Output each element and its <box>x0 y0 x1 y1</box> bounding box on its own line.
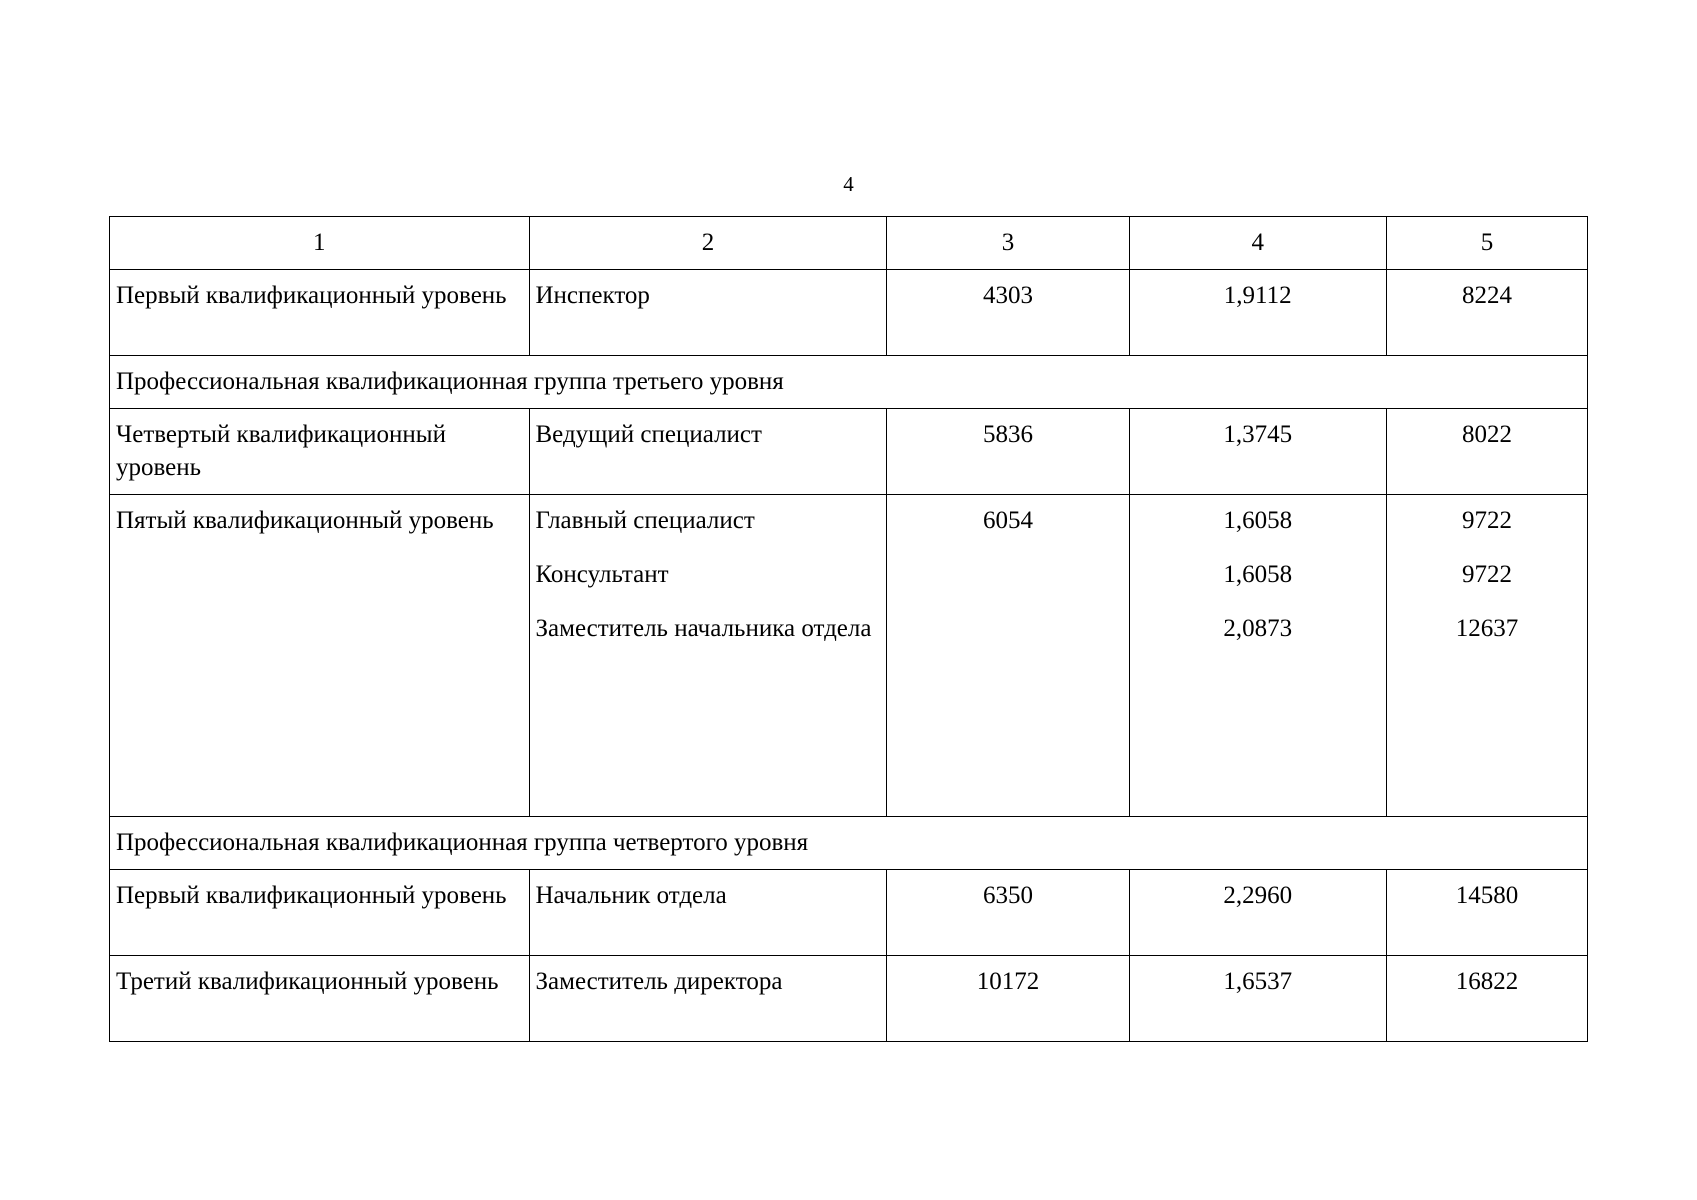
position-name: Заместитель начальника отдела <box>535 615 872 642</box>
column-number-3: 3 <box>887 217 1129 270</box>
coefficient: 1,6058 <box>1223 561 1293 588</box>
total-salary: 16822 <box>1386 956 1587 1042</box>
column-number-1: 1 <box>110 217 530 270</box>
coefficient: 1,6058 <box>1223 507 1293 534</box>
qualification-level: Первый квалификационный уровень <box>110 270 530 356</box>
base-salary: 5836 <box>887 409 1129 495</box>
total-salary: 8022 <box>1386 409 1587 495</box>
total-salary: 9722 <box>1461 507 1512 534</box>
page-number: 4 <box>843 172 854 196</box>
table-row <box>110 956 1588 1042</box>
position-name: Ведущий специалист <box>529 409 887 495</box>
total-salary: 12637 <box>1455 615 1519 642</box>
table-row <box>110 270 1588 356</box>
total-salary-list <box>1386 495 1587 817</box>
table-row <box>110 409 1588 495</box>
coefficient: 2,2960 <box>1129 870 1386 956</box>
column-number-4: 4 <box>1129 217 1386 270</box>
group-heading-row <box>110 817 1588 870</box>
base-salary: 6350 <box>887 870 1129 956</box>
column-number-2: 2 <box>529 217 887 270</box>
base-salary: 4303 <box>887 270 1129 356</box>
qualification-level: Пятый квалификационный уровень <box>110 495 530 817</box>
table-header-row <box>110 217 1588 270</box>
coefficient: 2,0873 <box>1223 615 1293 642</box>
table-row <box>110 495 1588 817</box>
qualification-level: Третий квалификационный уровень <box>110 956 530 1042</box>
base-salary: 10172 <box>887 956 1129 1042</box>
qualification-level: Четвертый квалификационный уровень <box>110 409 530 495</box>
coefficient: 1,3745 <box>1129 409 1386 495</box>
base-salary: 6054 <box>887 495 1129 817</box>
group-heading: Профессиональная квалификационная группа четвертого уровня <box>110 817 1588 870</box>
group-heading: Профессиональная квалификационная группа третьего уровня <box>110 356 1588 409</box>
coefficient: 1,9112 <box>1129 270 1386 356</box>
total-salary: 9722 <box>1461 561 1512 588</box>
column-number-5: 5 <box>1386 217 1587 270</box>
coefficient-list <box>1129 495 1386 817</box>
position-name: Главный специалист <box>535 507 755 534</box>
position-name: Начальник отдела <box>529 870 887 956</box>
position-name: Инспектор <box>529 270 887 356</box>
coefficient: 1,6537 <box>1129 956 1386 1042</box>
total-salary: 14580 <box>1386 870 1587 956</box>
total-salary: 8224 <box>1386 270 1587 356</box>
group-heading-row <box>110 356 1588 409</box>
position-list <box>529 495 887 817</box>
salary-table <box>109 216 1588 1042</box>
position-name: Заместитель директора <box>529 956 887 1042</box>
table-row <box>110 870 1588 956</box>
position-name: Консультант <box>535 561 669 588</box>
qualification-level: Первый квалификационный уровень <box>110 870 530 956</box>
